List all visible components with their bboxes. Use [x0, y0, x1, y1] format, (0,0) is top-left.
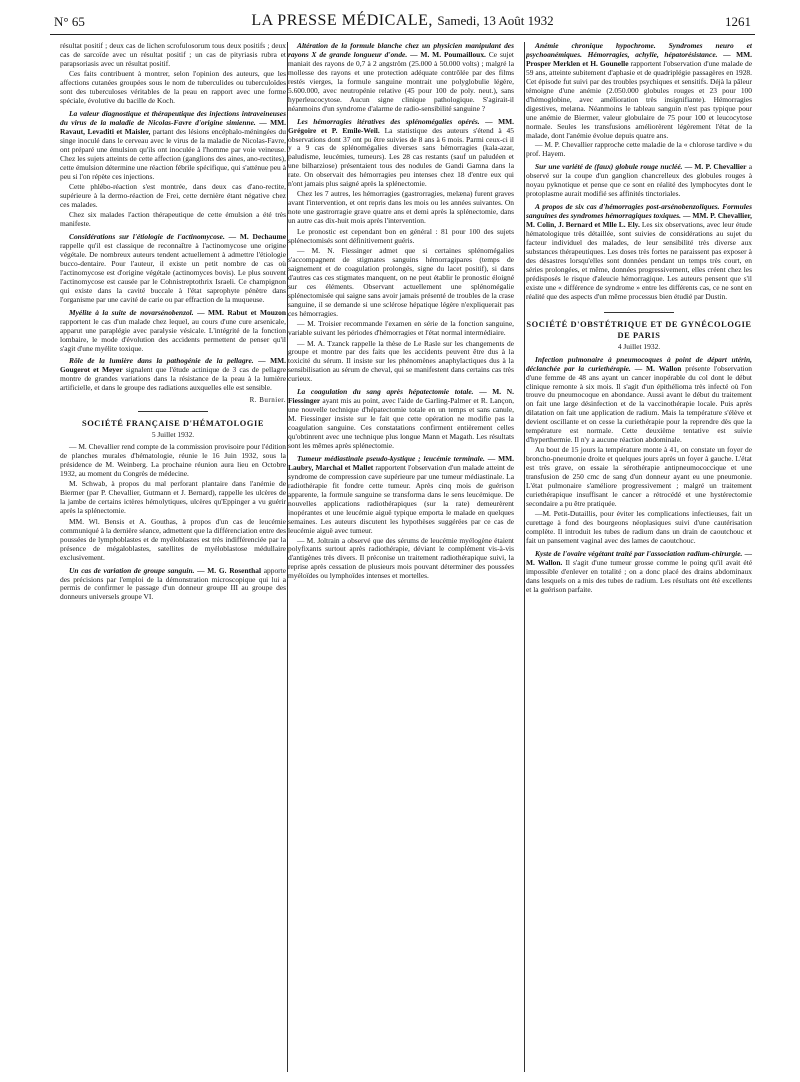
paragraph: Chez les 7 autres, les hémorragies (gastrorragies, melæna) furent graves avant l'intervention, et ont repris dans les mois ou les années suivantes. On note une gastrorragie grave quatre ans et demi après la splénectomie, dans un autre cas dix-huit mois après l'intervention. [288, 189, 514, 226]
article-heading: Kyste de l'ovaire végétant traité par l'association radium-chirurgie. — M. Wallon. Il s'agit d'une tumeur grosse comme le poing qu'il avait été impossible d'enlever en totalité ; on a donc placé des drains abdominaux dans lesquels on a mis des tubes de radium. Les résultats ont été excellents et la guérison parfaite. [526, 549, 752, 594]
article-heading: Altération de la formule blanche chez un physicien manipulant des rayons X de grande longueur d'onde. — M. M. Poumailloux. Ce sujet maniait des rayons de 0,7 à 2 angström (25.000 à 50.000 volts) ; malgré la mollesse des rayons et une protection adéquate contrôlée par des films restés vierges, la formule sanguine montrait une polyglobulie légère, 5.600.000, avec neutropénie relative (45 pour 100 de poly. neut.), sans hyperleucocytose. Aucun signe clinique pathologique. S'agirait-il néanmoins d'un syndrome d'alarme de radio-sensibilité sanguine ? [288, 42, 514, 113]
article-heading: La valeur diagnostique et thérapeutique des injections intraveineuses du virus de la maladie de Nicolas-Favre d'origine simienne. — MM. Ravaut, Levaditi et Maisler, partant des lésions encéphalo-méningées du singe inoculé dans le cerveau avec le virus de la maladie de Nicolas-Favre, ont préparé une émulsion qu'ils ont inoculée à l'homme par voie veineuse. Chez les sujets atteints de cette affection (ganglions des aines, ano-rectites), cette émulsion détermine une réaction fébrile spécifique, qui s'atténue peu à peu si l'on répète ces injections. [60, 109, 286, 181]
page-number: 1261 [725, 14, 751, 29]
article-heading: Tumeur médiastinale pseudo-kystique ; leucémie terminale. — MM. Laubry, Marchal et Mallet rapportent l'observation d'un malade atteint de syndrome de compression cave supérieure par une tumeur médiastinale. La radiothérapie fit fondre cette tumeur. Après cinq mois de guérison apparente, la formule sanguine se transforma dans le sens leucémique. De nouvelles applications radiothérapiques (sur la rate) demeurèrent inopérantes et une leucémie aiguë typique emporta le malade en quelques semaines. Les auteurs discutent les hypothèses suggérées par ce cas de leucémie aiguë avec tumeur. [288, 453, 514, 535]
paragraph: Ces faits contribuent à montrer, selon l'opinion des auteurs, que les affections cutanées groupées sous le nom de tuberculides ou tuberculoïdes sont des tuberculoses véritables de la peau en rapport avec une forme spéciale, évolutive du bacille de Koch. [60, 69, 286, 106]
article-heading: Anémie chronique hypochrome. Syndromes neuro et psychoanémiques. Hémorragies, achylie, hépatorésistance. — MM. Prosper Merklen et H. Gounelle rapportent l'observation d'une malade de 59 ans, atteinte subitement d'aphasie et de quadriplégie passagères en 1928. Cet épisode fut suivi par des troubles psychiques et sensitifs. Déjà la pâleur témoigne d'une anémie (2.050.000 globules rouges et 23 pour 100 d'hémoglobine, avec amélioration très insignifiante). Hémorragies digestives, melæna. Néanmoins le tableau sanguin n'est pas typique pour une anémie de Biermer, valeur globulaire de 75 pour 100 et leucocytose normale. Seules les transfusions améliorèrent légèrement l'état de la malade, dont l'anémie évolue depuis quatre ans. [526, 42, 752, 140]
article-heading: Myélite à la suite de novarsénobenzol. — MM. Rabut et Mouzon rapportent le cas d'un malade chez lequel, au cours d'une cure arsenicale, apparut une paraplégie avec paralysie vésicale. L'intégrité de la fonction lombaire, le mode d'évolution des accidents permettent de penser qu'il s'agit d'une myélite toxique. [60, 307, 286, 353]
paragraph: Cette phlébo-réaction s'est montrée, dans deux cas d'ano-rectite, supérieure à la dermo-réaction de Frei, cette dernière étant négative chez ces malades. [60, 181, 286, 209]
paragraph: Au bout de 15 jours la température monte à 41, on constate un foyer de broncho-pneumonie droite et quelques jours après un foyer à gauche. L'état est très grave, on essaie la sérothérapie antipneumococcique et une transfusion de 250 cmc de sang d'un donneur ayant eu une pneumonie. L'état pulmonaire s'améliore progressivement ; malgré un traitement curiethérapique insuffisant le cancer a rétrocédé et une hystérectomie secondaire a pu être pratiquée. [526, 445, 752, 508]
section-date: 4 Juillet 1932. [617, 341, 661, 351]
paragraph: — M. A. Tzanck rappelle la thèse de Le Rasle sur les changements de groupe et montre par des faits que les accidents peuvent être dus à la toxicité du sérum. Il insiste sur les phénomènes anaphylactiques dus à la sensibilisation au sérum de cheval, qui se manifestent dans certains cas très curieux. [288, 338, 514, 384]
issue-date: Samedi, 13 Août 1932 [437, 13, 554, 28]
journal-title: LA PRESSE MÉDICALE, [251, 12, 433, 29]
paragraph: — M. Joltrain a observé que des sérums de leucémie myélogène étaient polyfixants surtout après radiothérapie, déviant le complément vis-à-vis d'antigènes très divers. Il préconise un traitement radiothérapique suivi, la reprise après cessation de plusieurs mois pouvant déterminer des poussées myéloïdes ou lymphoïdes intenses et mortelles. [288, 535, 514, 581]
paragraph: M. Schwab, à propos du mal perforant plantaire dans l'anémie de Biermer (par P. Chevallier, Gutmann et J. Bernard), rappelle les ulcères de la jambe de certains ictères hémolytiques, ulcères qu'Eppinger a vu guérir après la splénectomie. [60, 479, 286, 516]
paragraph: MM. Wl. Bensis et A. Gouthas, à propos d'un cas de leucémie communiqué à la dernière séance, admettent que la différenciation entre des poussées de lymphoblastes et de myéloblastes est très indifférenciée par la présence de mégaloblastes, satellites de myéloblastose médullaire exclusivement. [60, 516, 286, 562]
article-heading: Infection pulmonaire à pneumocoques à point de départ utérin, déclanchée par la curiethérapie. — M. Wallon présente l'observation d'une femme de 48 ans ayant un cancer inopérable du col dont le début clinique remonte à six mois. Il s'agit d'un épithélioma très infecté où l'on trouve du pneumocoque en abondance. Aussi avant le début du traitement on fait une large désinfection et de la vaccinothérapie locale. Puis après dilatation on fait une application de radium. Mais la température s'élève et devient oscillante et on cesse la curiethérapie pour la reprendre dès que la température est normale. Cette deuxième tentative est suivie d'hyperthermie. Il n'y a aucune réaction abdominale. [526, 354, 752, 445]
journal-title-line [50, 12, 755, 30]
article-heading: Un cas de variation de groupe sanguin. — M. G. Rosenthal apporte des précisions par l'emploi de la démonstration microscopique qui lui a permis de confirmer le passage d'un donneur groupe III au groupe des donneurs universels groupe VI. [60, 565, 286, 602]
article-heading: La coagulation du sang après hépatectomie totale. — M. N. Fiessinger ayant mis au point, avec l'aide de Garling-Palmer et R. Lançon, une nouvelle technique d'hépatectomie totale en un temps et sans canule, M. Fiessinger insiste sur le fait que cette opération ne modifie pas la coagulation sanguine. Ces constatations confirment entièrement celles qu'obtinrent avec une technique plus longue Mann et Magath. Les résultats sont les mêmes après splénectomie. [288, 387, 514, 450]
paragraph: résultat positif ; deux cas de lichen scrofulosorum tous deux positifs ; deux cas de sarcoïde avec un résultat positif ; un cas de pityriasis rubra et parapsoriasis avec un résultat positif. [60, 42, 286, 68]
section-heading: SOCIÉTÉ D'OBSTÉTRIQUE ET DE GYNÉCOLOGIE DE PARIS [526, 319, 752, 340]
section-separator [138, 411, 208, 412]
column-1 [60, 42, 286, 1076]
column-rule [524, 42, 525, 1072]
issue-number: N° 65 [54, 14, 85, 29]
column-3 [526, 42, 752, 1076]
article-heading: A propos de six cas d'hémorragies post-arsénobenzoliques. Formules sanguines des syndromes hémorragiques toxiques. — MM. P. Chevallier, M. Colin, J. Bernard et Mlle L. Ely. Les six observations, avec leur étude hématologique très détaillée, sont suivies de considérations au sujet du facteur individuel des malades, de leur sensibilité très diverse aux substances thérapeutiques. Les doses très fortes ne paraissent pas exposer à des désastres lorsqu'elles sont données pendant un temps très court, en séries prolongées, et même, données progressivement, elles créent chez les prédisposés le risque d'aleucie hémorragique. Les auteurs pensent que s'il existe une « différence de syndrome » entre les différents cas, ce ne sont en réalité que des aspects d'un même processus bien étudié par Dustin. [526, 202, 752, 301]
section-separator [604, 312, 674, 313]
paragraph: — M. Chevallier rend compte de la commission provisoire pour l'édition de planches murales d'hématologie, réunie le 16 Juin 1932, sous la présidence de M. Weinberg. La prochaine réunion aura lieu en Octobre 1932, au moment du Congrès de médecine. [60, 442, 286, 479]
page-header [50, 12, 755, 35]
paragraph: —M. Petit-Dutaillis, pour éviter les complications infectieuses, fait un curettage à fond des bourgeons néoplasiques suivi d'une cautérisation complète. Il introduit les tubes de radium dans un drain de caoutchouc et fait un pansement vaginal avec des lames de caoutchouc. [526, 509, 752, 546]
paragraph: Chez six malades l'action thérapeutique de cette émulsion a été très manifeste. [60, 210, 286, 229]
article-heading: Rôle de la lumière dans la pathogénie de la pellagre. — MM. Gougerot et Meyer signalent que l'étude actinique de 3 cas de pellagre montre de grandes variations dans la résistance de la peau à la lumière artificielle, et dans le groupe des radiations auxquelles elle est sensible. [60, 356, 286, 393]
section-heading: SOCIÉTÉ FRANÇAISE D'HÉMATOLOGIE [81, 419, 265, 429]
author-signature: R. Burnier. [249, 396, 286, 405]
paragraph: — M. P. Chevallier rapproche cette maladie de la « chlorose tardive » du prof. Hayem. [526, 140, 752, 159]
article-heading: Considérations sur l'étiologie de l'actinomycose. — M. Dechaume rappelle qu'il est classique de reconnaître à l'actinomycose une origine végétale. De nombreux auteurs tendent actuellement à admettre l'étiologie bucco-dentaire. Pour l'auteur, il existe un petit nombre de cas où l'actinomycose est d'origine végétale (actinomyces bovis). Le plus souvent l'actinomycose est causée par le Cohnistreptothrix Israeli. Ce champignon qui existe dans la cavité buccale à l'état saprophyte pénètre dans l'organisme par une cavité de carie ou par effraction de la muqueuse. [60, 232, 286, 304]
paragraph: — M. N. Fiessinger admet que si certaines splénomégalies s'accompagnent de stigmates sanguins hémorragipares (temps de saignement et de coagulation prolongés, signe du lacet positif), si dans d'autres cas ces stigmates manquent, on ne peut établir le pronostic éloigné sur ces éléments. Observant actuellement une splénomégalie splénectomisée qui saigne sans avoir jamais présenté de troubles de la crase sanguine, il se demande si une sclérose hépatique légère n'expliquerait pas ces hémorragies. [288, 245, 514, 318]
article-heading: Les hémorragies itératives des splénomégalies opérés. — MM. Grégoire et P. Emile-Weil. La statistique des auteurs s'étend à 45 observations dont 37 ont pu être suivies de 8 ans à 6 mois. Parmi ceux-ci il y a 9 cas de splénomégalies diverses sans hémorragies (kala-azar, paludisme, leucémies, tumeurs). Les 28 cas restants (sauf un paludéen et une bilharziose) présentaient tous des nodules de Gandi Gamna dans la rate. On observait des hémorragies peu intenses chez 18 d'entre eux qui n'ont jamais plus saigné après la splénectomie. [288, 116, 514, 189]
column-2 [288, 42, 514, 1076]
paragraph: Le pronostic est cependant bon en général : 81 pour 100 des sujets splénectomisés sont définitivement guéris. [288, 226, 514, 245]
article-heading: Sur une variété de (faux) globule rouge nucléé. — M. P. Chevallier a observé sur la coupe d'un ganglion chancrelleux des globules rouges à noyau pyknotique et pense que ce sont en réalité des lymphocytes dont le protoplasme aurait modifié ses affinités tinctoriales. [526, 162, 752, 199]
section-date: 5 Juillet 1932. [151, 430, 195, 440]
paragraph: — M. Troisier recommande l'examen en série de la fonction sanguine, variable suivant les périodes d'hémorragies et l'état normal intermédiaire. [288, 319, 514, 338]
